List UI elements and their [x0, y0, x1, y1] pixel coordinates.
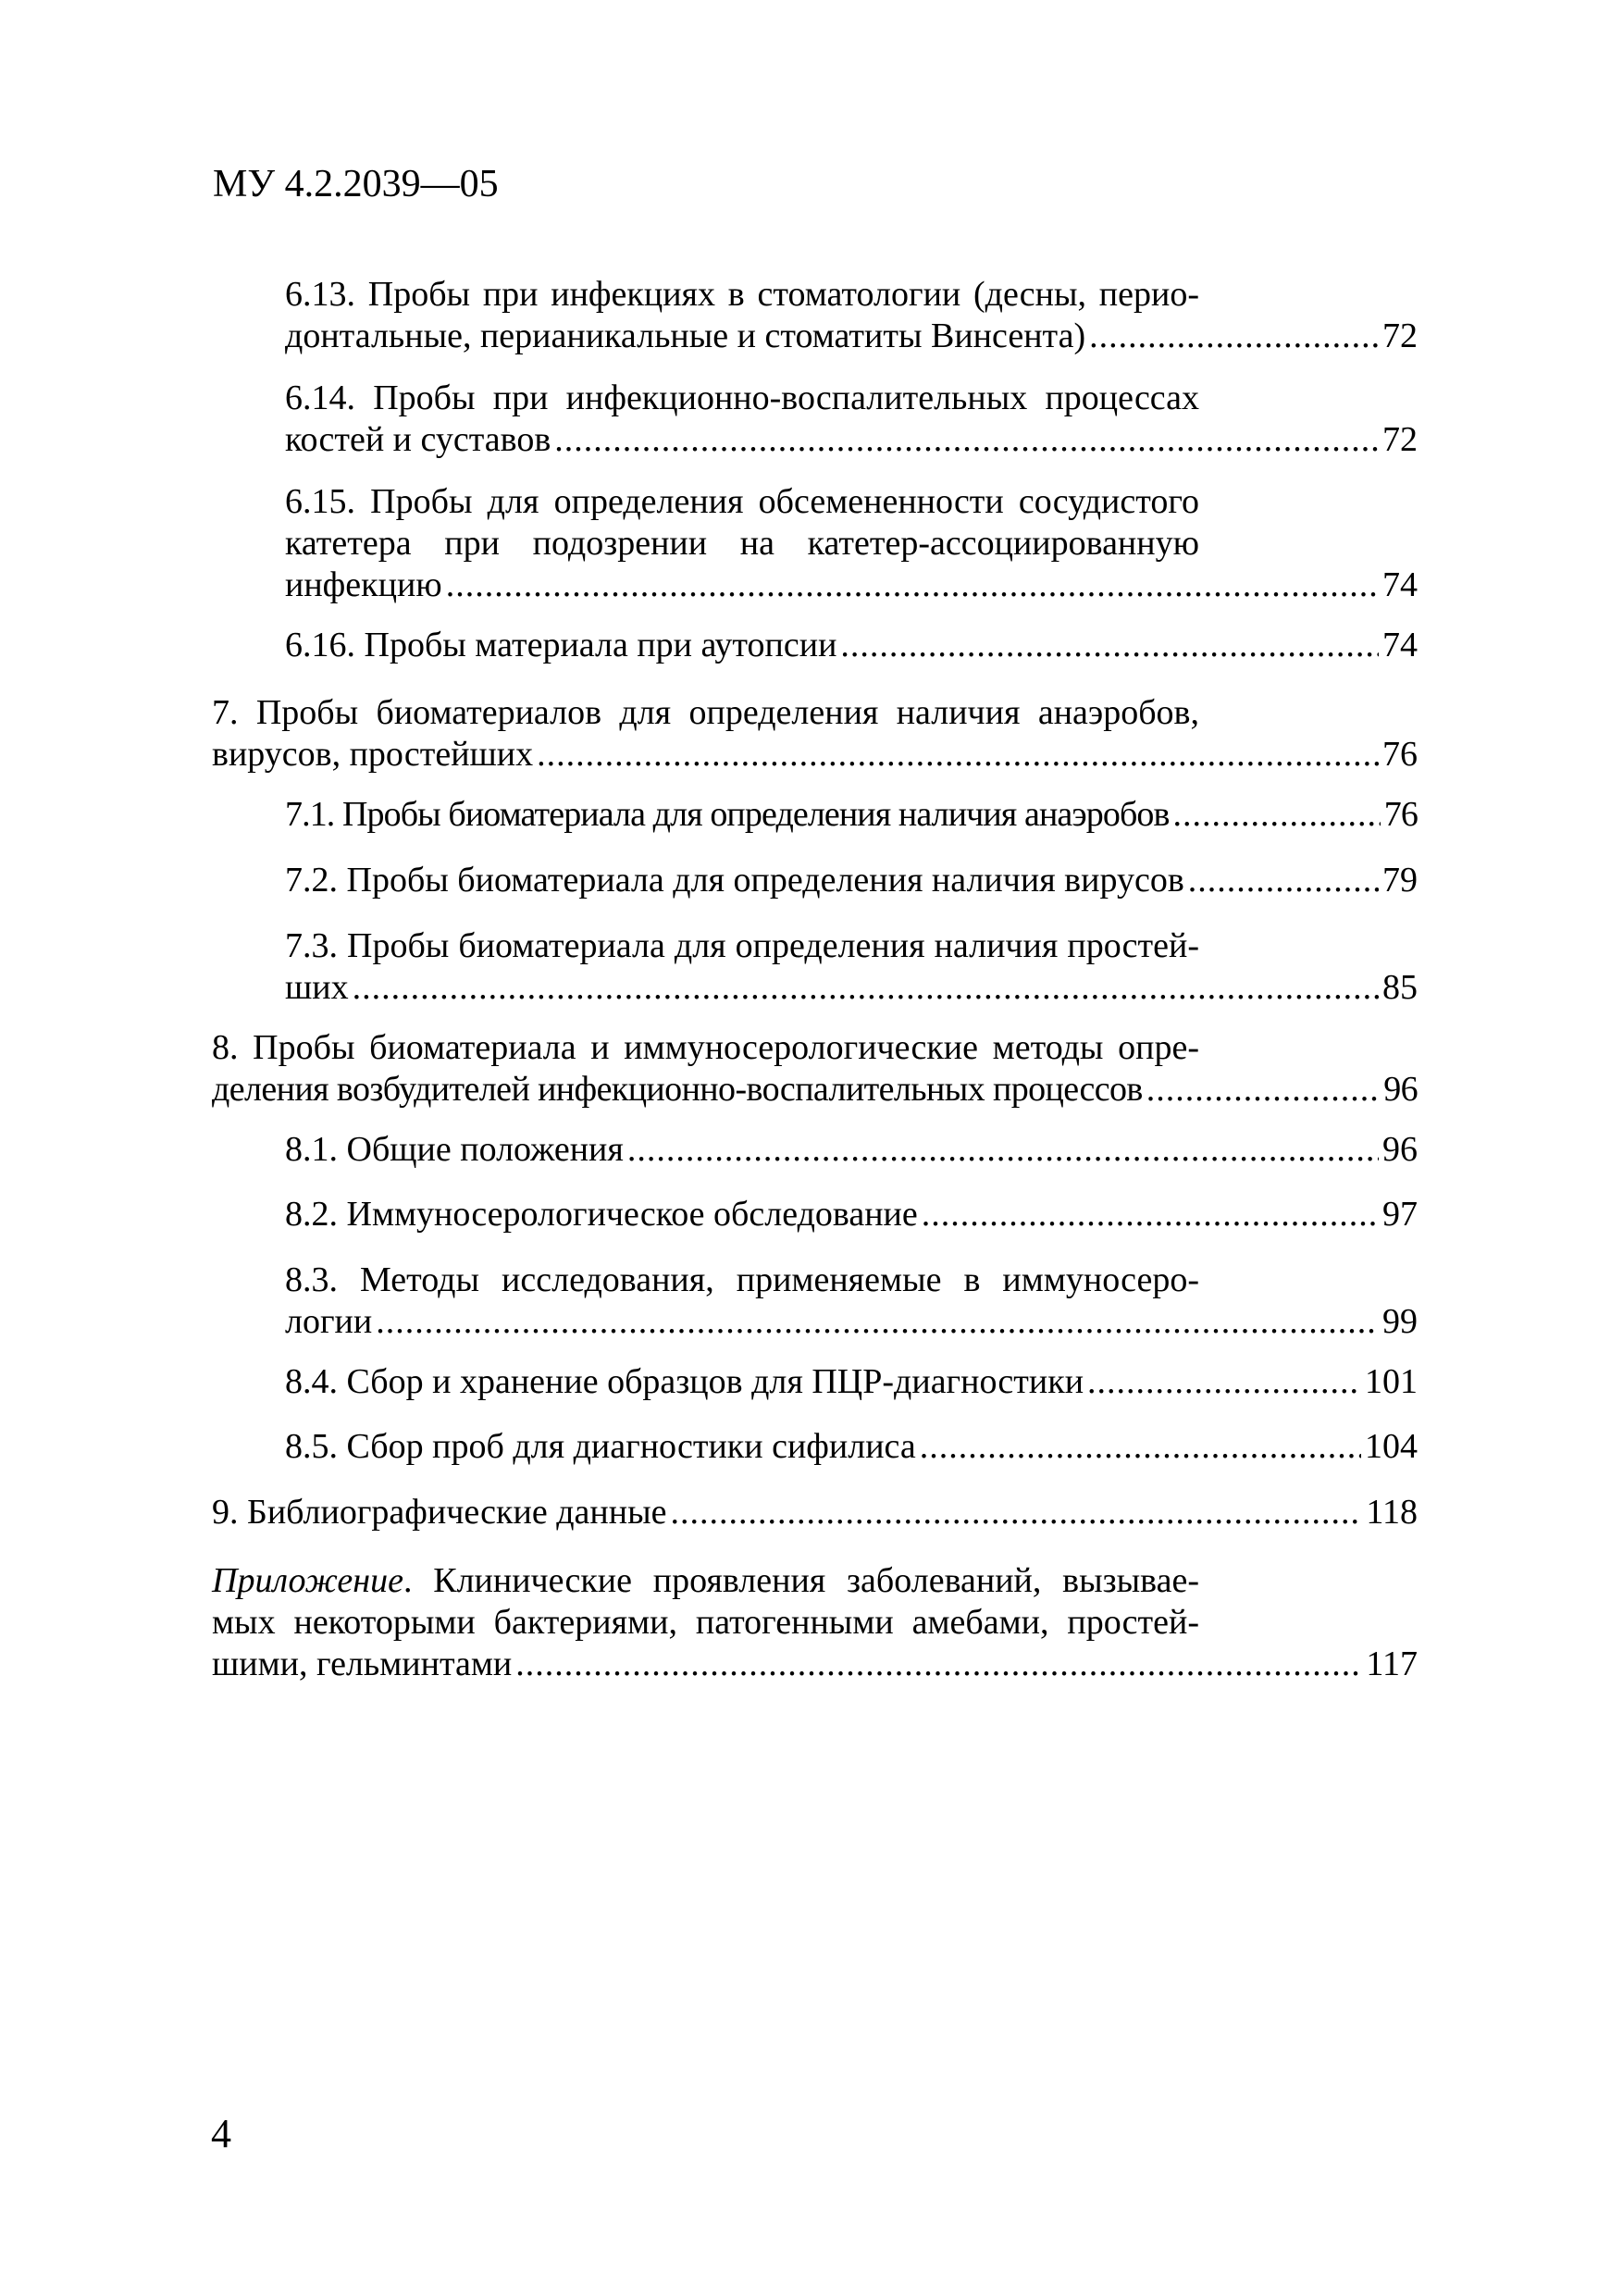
dot-leader: [1188, 860, 1379, 901]
toc-entry-8: [212, 1027, 1418, 1111]
dot-leader: [376, 1301, 1379, 1343]
toc-entry-text: 8.1. Общие положения: [285, 1130, 624, 1169]
toc-entry-text: донтальные, перианикальные и стоматиты Винсента): [285, 316, 1086, 355]
dot-leader: [840, 625, 1379, 666]
toc-page-number: 118: [1366, 1493, 1418, 1532]
dot-leader: [627, 1129, 1379, 1171]
toc-page-number: 104: [1365, 1427, 1418, 1466]
toc-entry-text: ших: [285, 968, 349, 1007]
toc-entry-text: 6.14. Пробы при инфекционно-воспалительных процессах: [285, 379, 1199, 417]
toc-entry-text: 8.5. Сбор проб для диагностики сифилиса: [285, 1427, 916, 1466]
toc-entry-text: 8.2. Иммуносерологическое обследование: [285, 1195, 918, 1234]
toc-page-number: 79: [1382, 861, 1418, 900]
toc-entry-text: логии: [285, 1302, 373, 1341]
toc-entry-text: 6.16. Пробы материала при аутопсии: [285, 626, 837, 664]
dot-leader: [446, 565, 1379, 606]
toc-page-number: 99: [1382, 1302, 1418, 1341]
dot-leader: [922, 1194, 1379, 1235]
toc-page-number: 74: [1382, 565, 1418, 604]
dot-leader: [920, 1426, 1361, 1468]
dot-leader: [537, 734, 1379, 776]
toc-entry-appendix: [212, 1560, 1418, 1685]
toc-entry-6-15: [285, 481, 1418, 606]
dot-leader: [1087, 1361, 1361, 1403]
toc-entry-text: деления возбудителей инфекционно-воспалительных процессов: [212, 1070, 1143, 1109]
toc-entry-8-1: [285, 1129, 1418, 1171]
dot-leader: [515, 1644, 1362, 1685]
toc-page-number: 85: [1382, 968, 1418, 1007]
dot-leader: [670, 1492, 1362, 1533]
dot-leader: [1173, 794, 1381, 836]
toc-entry-7-2: [285, 860, 1418, 901]
toc-entry-text: инфекцию: [285, 565, 442, 604]
toc-entry-text: костей и суставов: [285, 420, 551, 459]
toc-entry-text: 7.2. Пробы биоматериала для определения наличия вирусов: [285, 861, 1184, 900]
toc-entry-text: шими, гельминтами: [212, 1644, 513, 1683]
toc-entry-text: 8. Пробы биоматериала и иммуносерологические методы опре-: [212, 1028, 1199, 1067]
toc-entry-8-3: [285, 1260, 1418, 1343]
toc-entry-8-2: [285, 1194, 1418, 1235]
toc-entry-7-1: [285, 794, 1418, 836]
toc-entry-text: 9. Библиографические данные: [212, 1493, 667, 1532]
toc-entry-6-16: [285, 625, 1418, 666]
appendix-label: Приложение: [212, 1561, 403, 1600]
toc-entry-text: 7.1. Пробы биоматериала для определения наличия анаэробов: [285, 795, 1170, 834]
toc-entry-9: [212, 1492, 1418, 1533]
toc-page-number: 72: [1382, 316, 1418, 355]
toc-entry-6-14: [285, 378, 1418, 461]
toc-entry-text: 7.3. Пробы биоматериала для определения наличия простей-: [285, 926, 1199, 965]
toc-entry-8-4: [285, 1361, 1418, 1403]
toc-entry-text: 8.4. Сбор и хранение образцов для ПЦР-диагностики: [285, 1362, 1084, 1401]
toc-entry-text: 7. Пробы биоматериалов для определения наличия анаэробов,: [212, 693, 1199, 732]
toc-entry-text: катетера при подозрении на катетер-ассоциированную: [285, 524, 1199, 563]
toc-page-number: 96: [1382, 1130, 1418, 1169]
toc-entry-8-5: [285, 1426, 1418, 1468]
toc-entry-7-3: [285, 925, 1418, 1009]
toc-entry-text: 8.3. Методы исследования, применяемые в иммуносеро-: [285, 1260, 1199, 1299]
toc-page-number: 97: [1382, 1195, 1418, 1234]
toc-entry-7: [212, 692, 1418, 776]
toc-page-number: 101: [1365, 1362, 1418, 1401]
toc-entry-text: . Клинические проявления заболеваний, вызывае-: [403, 1561, 1199, 1600]
toc-entry-text: 6.13. Пробы при инфекциях в стоматологии (десны, перио-: [285, 275, 1199, 314]
dot-leader: [554, 419, 1379, 461]
page-number: 4: [211, 2111, 231, 2156]
toc-entry-6-13: [285, 274, 1418, 357]
toc-entry-text: 6.15. Пробы для определения обсемененности сосудистого: [285, 482, 1199, 521]
toc-page-number: 76: [1382, 735, 1418, 774]
toc-page-number: 72: [1382, 420, 1418, 459]
dot-leader: [1146, 1069, 1380, 1111]
toc-page-number: 74: [1382, 626, 1418, 664]
toc-entry-text: вирусов, простейших: [212, 735, 534, 774]
toc-page-number: 76: [1383, 795, 1418, 834]
toc-page-number: 117: [1366, 1644, 1418, 1683]
dot-leader: [1089, 316, 1379, 357]
toc-entry-text: мых некоторыми бактериями, патогенными амебами, простей-: [212, 1603, 1199, 1642]
document-code-header: МУ 4.2.2039—05: [213, 163, 499, 205]
toc-page-number: 96: [1383, 1070, 1418, 1109]
dot-leader: [353, 967, 1379, 1009]
